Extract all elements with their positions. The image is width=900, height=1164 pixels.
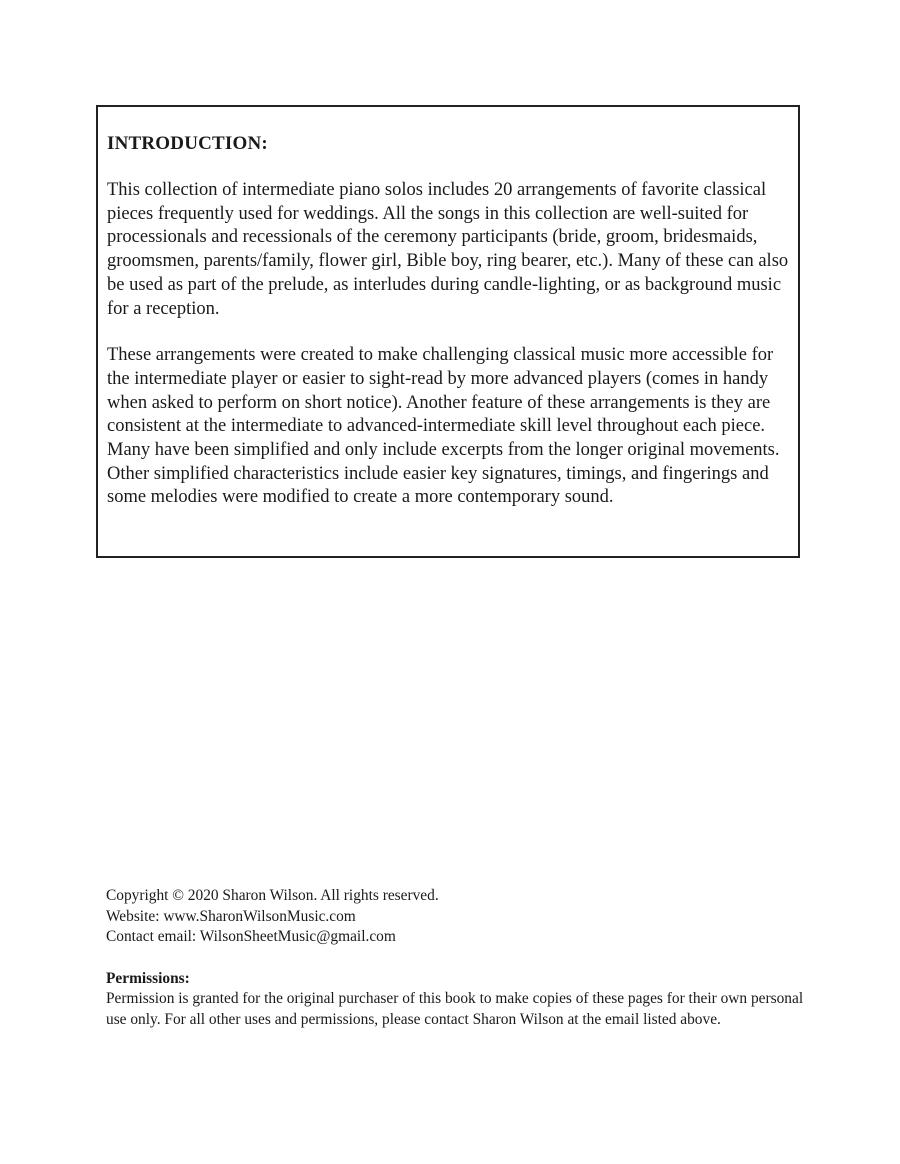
introduction-paragraph-1: This collection of intermediate piano solos includes 20 arrangements of favorite classical pieces frequently used for weddings. All the songs in this collection are well-suited for processionals and recessionals of the ceremony participants (bride, groom, bridesmaids, groomsmen, parents/family, flower girl, Bible boy, ring bearer, etc.). Many of these can also be used as part of the prelude, as interludes during candle-lighting, or as background music for a reception. [107,180,789,319]
footer [106,886,806,1030]
contact-email-line: Contact email: WilsonSheetMusic@gmail.com [106,928,396,945]
copyright-notice: Copyright © 2020 Sharon Wilson. All rights reserved. [106,887,439,904]
introduction-paragraph-2: These arrangements were created to make challenging classical music more accessible for the intermediate player or easier to sight-read by more advanced players (comes in handy when asked to perform on short notice). Another feature of these arrangements is they are consistent at the intermediate to advanced-intermediate skill level throughout each piece. Many have been simplified and only include excerpts from the longer original movements. Other simplified characteristics include easier key signatures, timings, and fingerings and some melodies were modified to create a more contemporary sound. [107,345,780,508]
website-line: Website: www.SharonWilsonMusic.com [106,907,356,925]
introduction-heading: INTRODUCTION: [107,133,268,154]
permissions-text: Permission is granted for the original purchaser of this book to make copies of these pages for their own personal use only. For all other uses and permissions, please contact Sharon Wilson at the email listed above. [106,990,804,1028]
introduction-box [96,105,800,558]
permissions-heading: Permissions: [106,969,190,987]
